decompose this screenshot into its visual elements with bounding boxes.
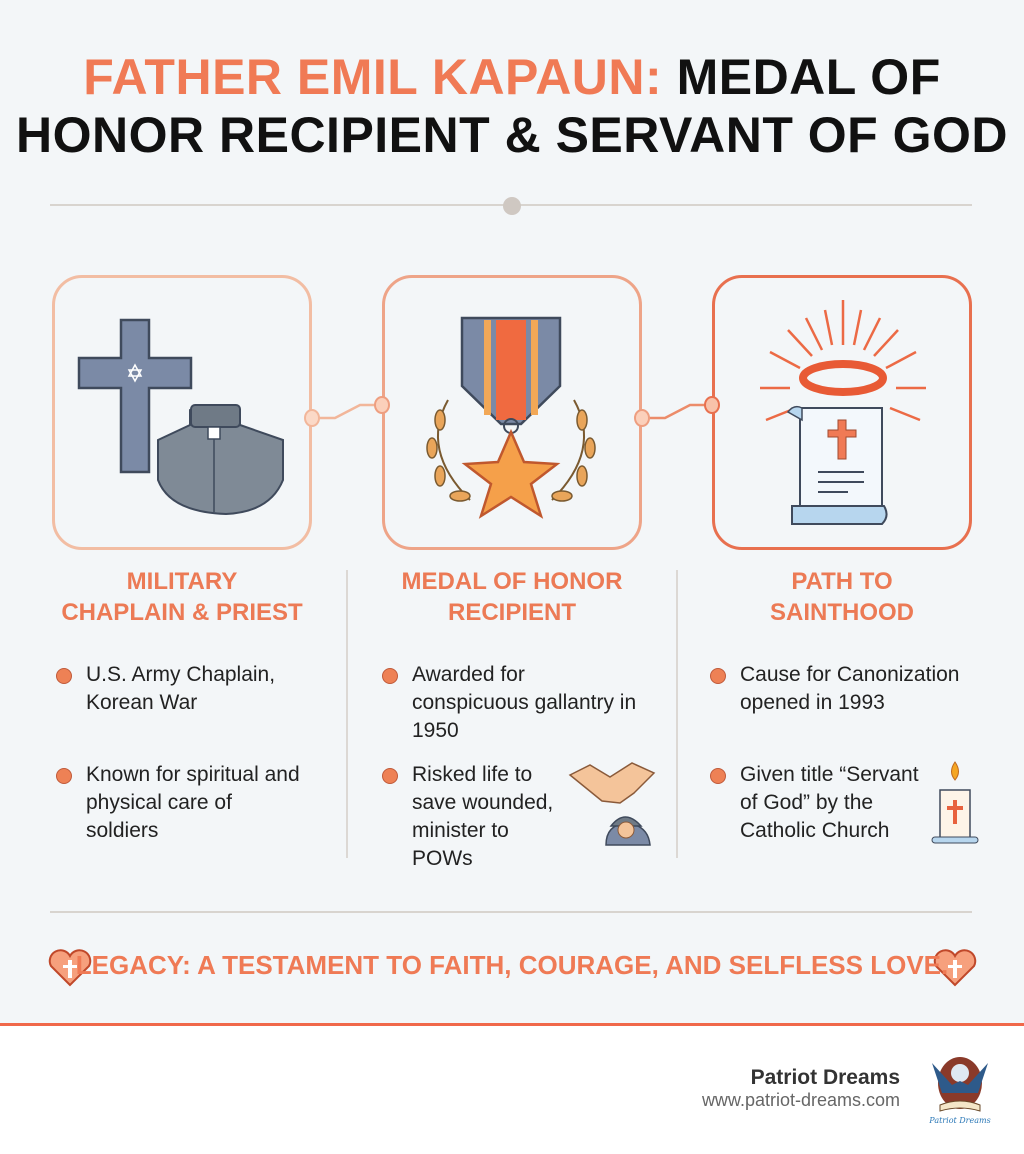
heading-line: CHAPLAIN & PRIEST	[61, 599, 303, 626]
bullet-item: U.S. Army Chaplain, Korean War	[86, 661, 306, 717]
heading-line: MEDAL OF HONOR	[401, 568, 623, 595]
patriot-dreams-logo-icon	[928, 1055, 992, 1127]
heading-line: RECIPIENT	[447, 599, 576, 626]
legacy-statement: LEGACY: A TESTAMENT TO FAITH, COURAGE, AND SELFLESS LOVE.	[75, 950, 949, 980]
bullet-item: Cause for Canonization opened in 1993	[740, 661, 990, 717]
footer-rule	[0, 1023, 1024, 1026]
title-rest: MEDAL OF	[662, 49, 941, 105]
footer-url[interactable]: www.patriot-dreams.com	[701, 1090, 900, 1110]
bullet-item: Given title “Servant of God” by the Catholic Church	[740, 761, 940, 845]
bullet-item: Risked life to save wounded, minister to POWs	[412, 761, 572, 873]
heading-line: SAINTHOOD	[770, 599, 914, 626]
title-line-2: HONOR RECIPIENT & SERVANT OF GOD	[15, 107, 1008, 163]
heading-line: MILITARY	[126, 568, 238, 595]
title-accent: FATHER EMIL KAPAUN:	[83, 49, 663, 105]
bullet-item: Awarded for conspicuous gallantry in 1950	[412, 661, 647, 745]
footer-brand: Patriot Dreams	[750, 1066, 900, 1089]
svg-text:Patriot Dreams: Patriot Dreams	[929, 1116, 991, 1125]
heading-line: PATH TO	[791, 568, 893, 595]
bullet-item: Known for spiritual and physical care of soldiers	[86, 761, 301, 845]
